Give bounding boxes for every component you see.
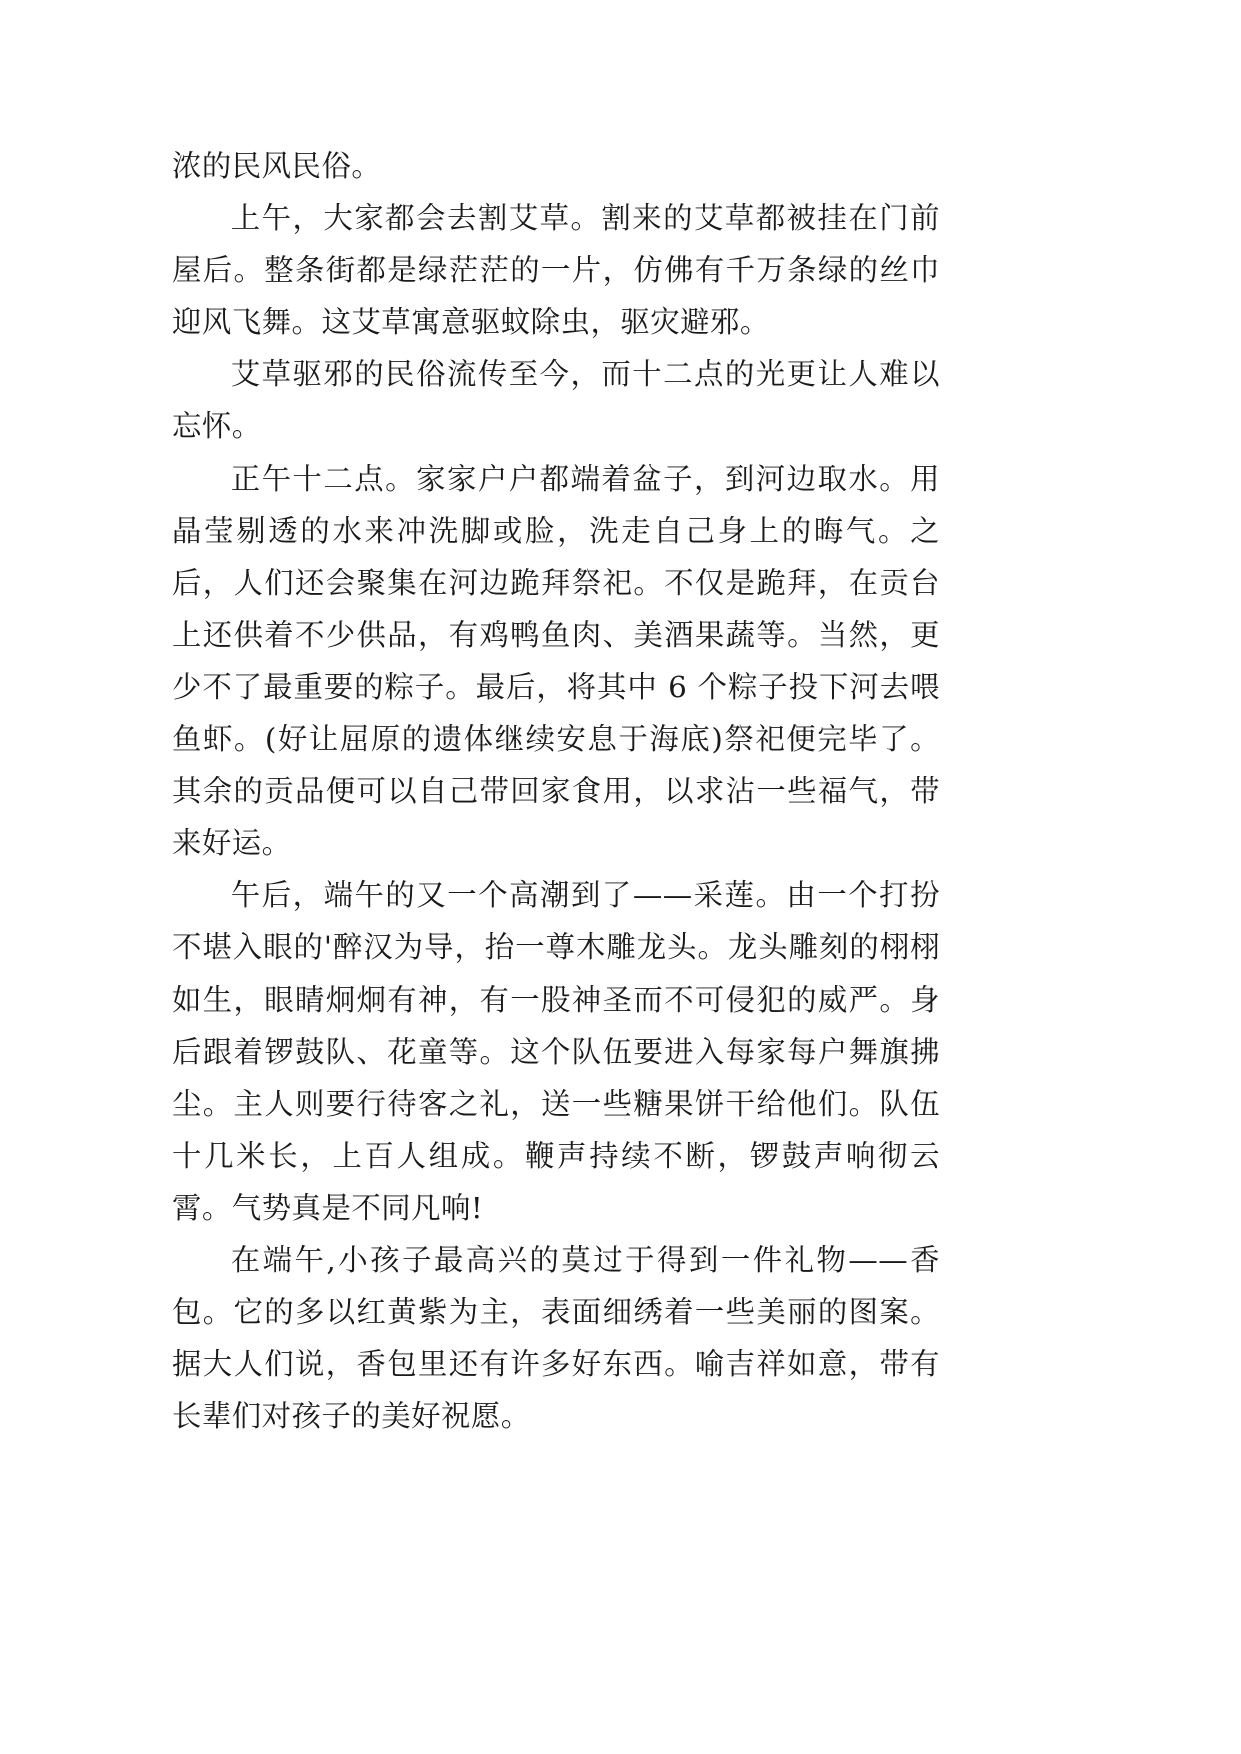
- paragraph-custom: 艾草驱邪的民俗流传至今，而十二点的光更让人难以忘怀。: [172, 357, 940, 444]
- paragraph-continued: 浓的民风民俗。: [172, 149, 382, 183]
- paragraph-noon: 正午十二点。家家户户都端着盆子，到河边取水。用晶莹剔透的水来冲洗脚或脸，洗走自己身上的晦气。之后，人们还会聚集在河边跪拜祭祀。不仅是跪拜，在贡台上还供着不少供品，有鸡鸭鱼肉、美酒果蔬等。当然，更少不了最重要的粽子。最后，将其中 6 个粽子投下河去喂鱼虾。(好让屈原的遗体继续安息于海底)祭祀便完毕了。其余的贡品便可以自己带回家食用，以求沾一些福气，带来好运。: [172, 461, 940, 861]
- paragraph-afternoon: 午后，端午的又一个高潮到了——采莲。由一个打扮不堪入眼的'醉汉为导，抬一尊木雕龙头。龙头雕刻的栩栩如生，眼睛炯炯有神，有一股神圣而不可侵犯的威严。身后跟着锣鼓队、花童等。这个队伍要进入每家每户舞旗拂尘。主人则要行待客之礼，送一些糖果饼干给他们。队伍十几米长，上百人组成。鞭声持续不断，锣鼓声响彻云霄。气势真是不同凡响!: [172, 878, 940, 1225]
- article-body: [172, 140, 940, 1442]
- paragraph-sachet: 在端午,小孩子最高兴的莫过于得到一件礼物——香包。它的多以红黄紫为主，表面细绣着一些美丽的图案。据大人们说，香包里还有许多好东西。喻吉祥如意，带有长辈们对孩子的美好祝愿。: [172, 1242, 940, 1434]
- paragraph-mugwort: 上午，大家都会去割艾草。割来的艾草都被挂在门前屋后。整条街都是绿茫茫的一片，仿佛有千万条绿的丝巾迎风飞舞。这艾草寓意驱蚊除虫，驱灾避邪。: [172, 201, 940, 340]
